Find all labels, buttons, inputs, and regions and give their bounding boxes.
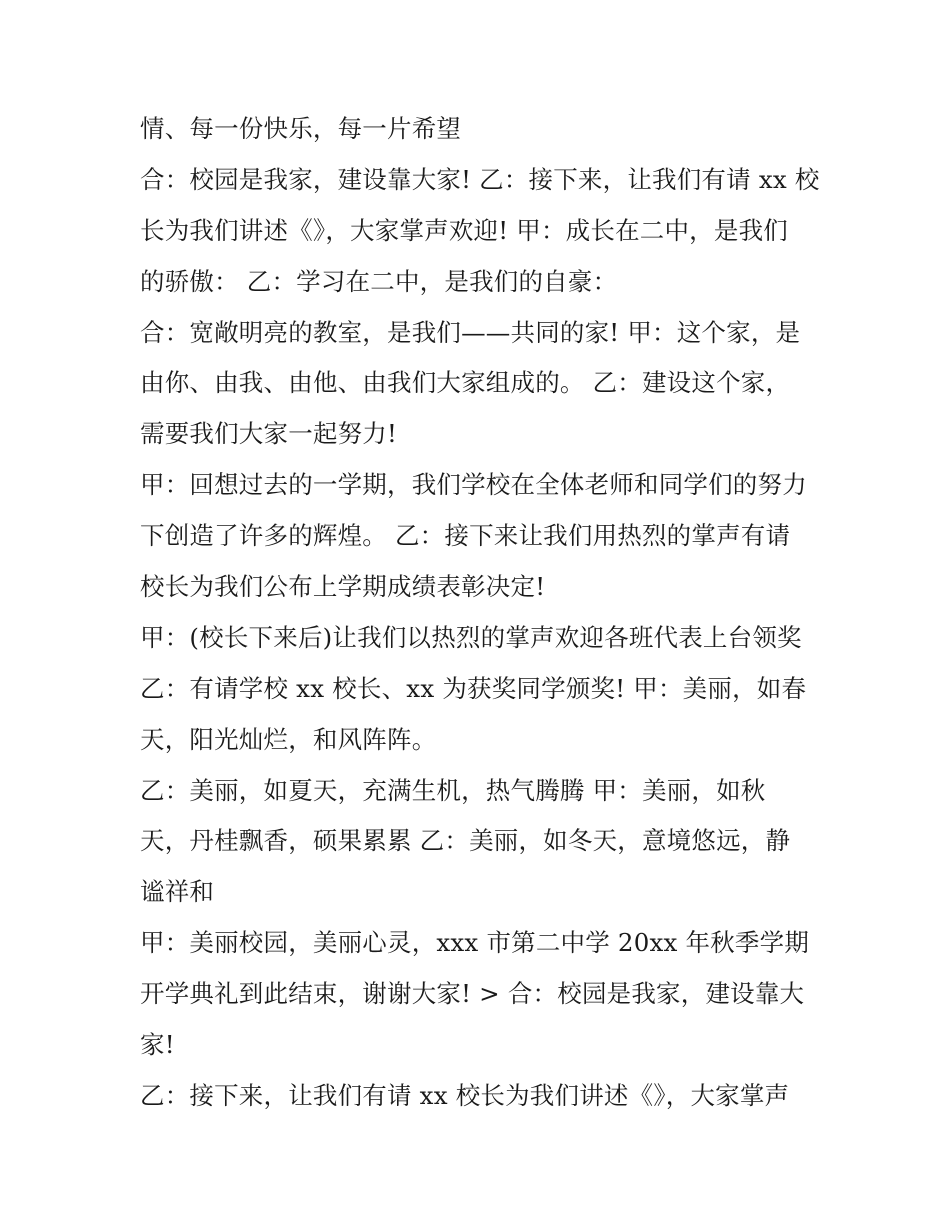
text-line: 乙：美丽，如夏天，充满生机，热气腾腾 甲：美丽，如秋 <box>140 775 766 805</box>
text-line: 甲：美丽校园，美丽心灵，xxx 市第二中学 20xx 年秋季学期 <box>140 928 810 958</box>
text-line: 校长为我们公布上学期成绩表彰决定! <box>140 572 546 602</box>
text-line: 的骄傲： 乙：学习在二中，是我们的自豪： <box>140 266 618 296</box>
text-line: 下创造了许多的辉煌。 乙：接下来让我们用热烈的掌声有请 <box>140 521 791 551</box>
text-line: 乙：有请学校 xx 校长、xx 为获奖同学颁奖! 甲：美丽，如春 <box>140 673 807 703</box>
text-line: 由你、由我、由他、由我们大家组成的。 乙：建设这个家， <box>140 368 791 398</box>
text-line: 天，阳光灿烂，和风阵阵。 <box>140 724 437 754</box>
text-line: 合：宽敞明亮的教室，是我们——共同的家! 甲：这个家，是 <box>140 317 801 347</box>
text-line: 家! <box>140 1030 175 1060</box>
text-line: 开学典礼到此结束，谢谢大家! > 合：校园是我家，建设靠大 <box>140 979 805 1009</box>
document-body <box>140 104 840 1122</box>
text-line: 谧祥和 <box>140 877 215 907</box>
text-line: 情、每一份快乐，每一片希望 <box>140 114 462 143</box>
text-line: 天，丹桂飘香，硕果累累 乙：美丽，如冬天，意境悠远，静 <box>140 826 791 856</box>
text-line: 甲：回想过去的一学期，我们学校在全体老师和同学们的努力 <box>140 470 807 500</box>
text-line: 合：校园是我家，建设靠大家! 乙：接下来，让我们有请 xx 校 <box>140 164 820 194</box>
text-line: 乙：接下来，让我们有请 xx 校长为我们讲述《》，大家掌声 <box>140 1080 790 1110</box>
text-line: 长为我们讲述《》，大家掌声欢迎! 甲：成长在二中，是我们 <box>140 215 788 245</box>
text-line: 甲：(校长下来后)让我们以热烈的掌声欢迎各班代表上台领奖 <box>140 622 802 652</box>
text-line: 需要我们大家一起努力! <box>140 419 398 449</box>
